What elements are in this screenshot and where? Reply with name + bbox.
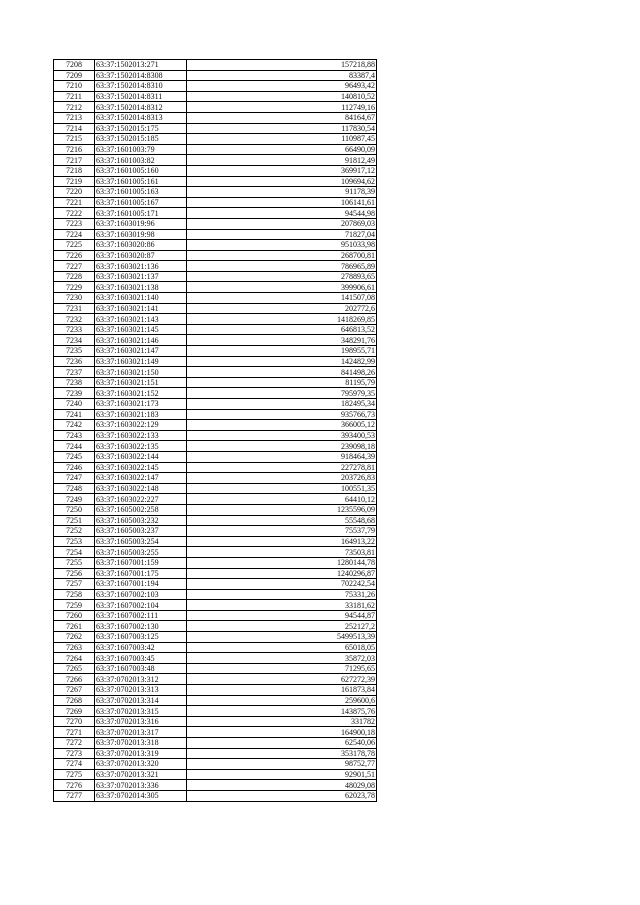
table-row — [54, 748, 377, 759]
table-row — [54, 568, 377, 579]
row-number-cell: 7224 — [54, 229, 95, 240]
cadastral-number-cell: 63:37:1607002:111 — [95, 610, 187, 621]
cadastral-value-cell: 109694,62 — [187, 176, 377, 187]
cadastral-value-cell: 203726,83 — [187, 473, 377, 484]
table-row — [54, 653, 377, 664]
cadastral-number-cell: 63:37:1603021:149 — [95, 356, 187, 367]
row-number-cell: 7231 — [54, 303, 95, 314]
row-number-cell: 7250 — [54, 504, 95, 515]
cadastral-number-cell: 63:37:1605003:237 — [95, 526, 187, 537]
cadastral-value-cell: 143875,76 — [187, 706, 377, 717]
cadastral-number-cell: 63:37:1603021:137 — [95, 271, 187, 282]
cadastral-value-cell: 75537,79 — [187, 526, 377, 537]
row-number-cell: 7214 — [54, 123, 95, 134]
table-row — [54, 579, 377, 590]
cadastral-number-cell: 63:37:1603022:147 — [95, 473, 187, 484]
table-row — [54, 706, 377, 717]
row-number-cell: 7227 — [54, 261, 95, 272]
cadastral-value-cell: 252127,2 — [187, 621, 377, 632]
cadastral-number-cell: 63:37:1607001:159 — [95, 557, 187, 568]
table-row — [54, 102, 377, 113]
table-row — [54, 218, 377, 229]
cadastral-number-cell: 63:37:1502015:175 — [95, 123, 187, 134]
cadastral-value-cell: 369917,12 — [187, 165, 377, 176]
cadastral-value-cell: 182495,34 — [187, 399, 377, 410]
cadastral-number-cell: 63:37:1502014:8310 — [95, 81, 187, 92]
cadastral-value-cell: 100551,35 — [187, 483, 377, 494]
table-row — [54, 303, 377, 314]
table-row — [54, 695, 377, 706]
cadastral-number-cell: 63:37:1603021:152 — [95, 388, 187, 399]
cadastral-number-cell: 63:37:1601005:160 — [95, 165, 187, 176]
row-number-cell: 7228 — [54, 271, 95, 282]
table-row — [54, 780, 377, 791]
table-row — [54, 144, 377, 155]
cadastral-number-cell: 63:37:0702013:312 — [95, 674, 187, 685]
cadastral-number-cell: 63:37:1603021:147 — [95, 346, 187, 357]
cadastral-number-cell: 63:37:1502014:8312 — [95, 102, 187, 113]
row-number-cell: 7220 — [54, 187, 95, 198]
row-number-cell: 7261 — [54, 621, 95, 632]
cadastral-value-cell: 268700,81 — [187, 250, 377, 261]
cadastral-number-cell: 63:37:1605002:258 — [95, 504, 187, 515]
cadastral-value-cell: 92901,51 — [187, 769, 377, 780]
table-row — [54, 70, 377, 81]
row-number-cell: 7230 — [54, 293, 95, 304]
row-number-cell: 7268 — [54, 695, 95, 706]
cadastral-value-cell: 1235596,09 — [187, 504, 377, 515]
table-row — [54, 346, 377, 357]
table-row — [54, 81, 377, 92]
cadastral-value-cell: 1240296,87 — [187, 568, 377, 579]
cadastral-value-cell: 239098,18 — [187, 441, 377, 452]
cadastral-number-cell: 63:37:1603021:146 — [95, 335, 187, 346]
row-number-cell: 7260 — [54, 610, 95, 621]
cadastral-number-cell: 63:37:0702013:321 — [95, 769, 187, 780]
table-row — [54, 377, 377, 388]
row-number-cell: 7209 — [54, 70, 95, 81]
row-number-cell: 7217 — [54, 155, 95, 166]
table-row — [54, 187, 377, 198]
cadastral-number-cell: 63:37:1603022:135 — [95, 441, 187, 452]
cadastral-value-cell: 71295,65 — [187, 663, 377, 674]
row-number-cell: 7262 — [54, 632, 95, 643]
cadastral-number-cell: 63:37:1603019:98 — [95, 229, 187, 240]
cadastral-number-cell: 63:37:1502014:8313 — [95, 112, 187, 123]
row-number-cell: 7275 — [54, 769, 95, 780]
row-number-cell: 7232 — [54, 314, 95, 325]
cadastral-value-cell: 259600,6 — [187, 695, 377, 706]
cadastral-number-cell: 63:37:1603022:144 — [95, 451, 187, 462]
cadastral-number-cell: 63:37:0702013:313 — [95, 685, 187, 696]
cadastral-value-cell: 73503,81 — [187, 547, 377, 558]
cadastral-value-cell: 112749,16 — [187, 102, 377, 113]
cadastral-value-cell: 142482,99 — [187, 356, 377, 367]
cadastral-number-cell: 63:37:1601005:171 — [95, 208, 187, 219]
row-number-cell: 7221 — [54, 197, 95, 208]
cadastral-value-cell: 110987,45 — [187, 134, 377, 145]
row-number-cell: 7253 — [54, 536, 95, 547]
cadastral-value-cell: 71827,04 — [187, 229, 377, 240]
table-row — [54, 282, 377, 293]
cadastral-number-cell: 63:37:1603020:87 — [95, 250, 187, 261]
table-row — [54, 674, 377, 685]
row-number-cell: 7247 — [54, 473, 95, 484]
cadastral-number-cell: 63:37:0702013:317 — [95, 727, 187, 738]
cadastral-number-cell: 63:37:1601005:163 — [95, 187, 187, 198]
row-number-cell: 7256 — [54, 568, 95, 579]
row-number-cell: 7219 — [54, 176, 95, 187]
table-row — [54, 229, 377, 240]
cadastral-value-cell: 94544,87 — [187, 610, 377, 621]
cadastral-number-cell: 63:37:1601003:79 — [95, 144, 187, 155]
row-number-cell: 7213 — [54, 112, 95, 123]
cadastral-number-cell: 63:37:0702013:315 — [95, 706, 187, 717]
cadastral-value-cell: 198955,71 — [187, 346, 377, 357]
cadastral-value-cell: 117830,54 — [187, 123, 377, 134]
row-number-cell: 7242 — [54, 420, 95, 431]
cadastral-number-cell: 63:37:1607002:130 — [95, 621, 187, 632]
cadastral-number-cell: 63:37:1607003:125 — [95, 632, 187, 643]
table-row — [54, 420, 377, 431]
table-row — [54, 430, 377, 441]
cadastral-value-cell: 5499513,39 — [187, 632, 377, 643]
cadastral-number-cell: 63:37:1603021:138 — [95, 282, 187, 293]
row-number-cell: 7274 — [54, 759, 95, 770]
cadastral-number-cell: 63:37:1607002:104 — [95, 600, 187, 611]
table-row — [54, 727, 377, 738]
table-row — [54, 388, 377, 399]
table-row — [54, 250, 377, 261]
row-number-cell: 7270 — [54, 716, 95, 727]
table-row — [54, 515, 377, 526]
cadastral-number-cell: 63:37:1502015:185 — [95, 134, 187, 145]
row-number-cell: 7237 — [54, 367, 95, 378]
cadastral-number-cell: 63:37:0702013:320 — [95, 759, 187, 770]
row-number-cell: 7258 — [54, 589, 95, 600]
cadastral-value-cell: 202772,6 — [187, 303, 377, 314]
table-row — [54, 451, 377, 462]
row-number-cell: 7223 — [54, 218, 95, 229]
cadastral-value-cell: 62540,06 — [187, 738, 377, 749]
table-row — [54, 335, 377, 346]
cadastral-value-cell: 66490,09 — [187, 144, 377, 155]
cadastral-value-cell: 795979,35 — [187, 388, 377, 399]
row-number-cell: 7248 — [54, 483, 95, 494]
row-number-cell: 7241 — [54, 409, 95, 420]
row-number-cell: 7272 — [54, 738, 95, 749]
table-row — [54, 356, 377, 367]
cadastral-value-cell: 646813,52 — [187, 324, 377, 335]
cadastral-number-cell: 63:37:1603019:96 — [95, 218, 187, 229]
row-number-cell: 7273 — [54, 748, 95, 759]
table-row — [54, 293, 377, 304]
cadastral-value-cell: 62023,78 — [187, 790, 377, 801]
cadastral-value-cell: 81195,79 — [187, 377, 377, 388]
cadastral-value-cell: 84164,67 — [187, 112, 377, 123]
cadastral-number-cell: 63:37:1601005:161 — [95, 176, 187, 187]
row-number-cell: 7238 — [54, 377, 95, 388]
table-row — [54, 462, 377, 473]
cadastral-value-cell: 98752,77 — [187, 759, 377, 770]
table-row — [54, 547, 377, 558]
row-number-cell: 7218 — [54, 165, 95, 176]
cadastral-number-cell: 63:37:0702013:316 — [95, 716, 187, 727]
cadastral-number-cell: 63:37:1603022:145 — [95, 462, 187, 473]
table-row — [54, 165, 377, 176]
table-row — [54, 271, 377, 282]
table-row — [54, 759, 377, 770]
table-row — [54, 123, 377, 134]
table-row — [54, 176, 377, 187]
cadastral-value-cell: 627272,39 — [187, 674, 377, 685]
row-number-cell: 7255 — [54, 557, 95, 568]
table-row — [54, 716, 377, 727]
cadastral-number-cell: 63:37:1502013:271 — [95, 60, 187, 71]
cadastral-number-cell: 63:37:1601005:167 — [95, 197, 187, 208]
row-number-cell: 7229 — [54, 282, 95, 293]
row-number-cell: 7245 — [54, 451, 95, 462]
table-row — [54, 409, 377, 420]
cadastral-value-cell: 64410,12 — [187, 494, 377, 505]
cadastral-value-cell: 227278,81 — [187, 462, 377, 473]
row-number-cell: 7259 — [54, 600, 95, 611]
cadastral-value-cell: 366005,12 — [187, 420, 377, 431]
cadastral-value-cell: 48029,08 — [187, 780, 377, 791]
cadastral-number-cell: 63:37:0702014:305 — [95, 790, 187, 801]
table-row — [54, 60, 377, 71]
cadastral-number-cell: 63:37:0702013:318 — [95, 738, 187, 749]
cadastral-number-cell: 63:37:1603020:86 — [95, 240, 187, 251]
table-row — [54, 600, 377, 611]
cadastral-number-cell: 63:37:1603021:136 — [95, 261, 187, 272]
cadastral-number-cell: 63:37:1603022:133 — [95, 430, 187, 441]
table-row — [54, 642, 377, 653]
row-number-cell: 7266 — [54, 674, 95, 685]
table-row — [54, 483, 377, 494]
table-row — [54, 314, 377, 325]
cadastral-number-cell: 63:37:1603021:140 — [95, 293, 187, 304]
row-number-cell: 7216 — [54, 144, 95, 155]
row-number-cell: 7265 — [54, 663, 95, 674]
row-number-cell: 7271 — [54, 727, 95, 738]
cadastral-value-table — [53, 59, 377, 802]
row-number-cell: 7263 — [54, 642, 95, 653]
table-row — [54, 557, 377, 568]
row-number-cell: 7208 — [54, 60, 95, 71]
cadastral-value-cell: 35872,03 — [187, 653, 377, 664]
cadastral-number-cell: 63:37:1605003:232 — [95, 515, 187, 526]
cadastral-number-cell: 63:37:1607002:103 — [95, 589, 187, 600]
row-number-cell: 7212 — [54, 102, 95, 113]
table-row — [54, 790, 377, 801]
row-number-cell: 7236 — [54, 356, 95, 367]
cadastral-value-cell: 106141,61 — [187, 197, 377, 208]
cadastral-value-cell: 1280144,78 — [187, 557, 377, 568]
cadastral-value-cell: 393400,53 — [187, 430, 377, 441]
cadastral-value-cell: 841498,26 — [187, 367, 377, 378]
cadastral-number-cell: 63:37:1502014:8311 — [95, 91, 187, 102]
table-row — [54, 155, 377, 166]
row-number-cell: 7233 — [54, 324, 95, 335]
table-row — [54, 261, 377, 272]
cadastral-number-cell: 63:37:1603021:150 — [95, 367, 187, 378]
cadastral-value-cell: 331782 — [187, 716, 377, 727]
table-row — [54, 589, 377, 600]
row-number-cell: 7222 — [54, 208, 95, 219]
cadastral-number-cell: 63:37:1603021:173 — [95, 399, 187, 410]
row-number-cell: 7215 — [54, 134, 95, 145]
table-row — [54, 473, 377, 484]
row-number-cell: 7243 — [54, 430, 95, 441]
cadastral-number-cell: 63:37:1603022:129 — [95, 420, 187, 431]
row-number-cell: 7257 — [54, 579, 95, 590]
row-number-cell: 7244 — [54, 441, 95, 452]
cadastral-value-cell: 278893,65 — [187, 271, 377, 282]
table-row — [54, 632, 377, 643]
cadastral-value-cell: 94544,98 — [187, 208, 377, 219]
table-row — [54, 91, 377, 102]
cadastral-number-cell: 63:37:1607003:42 — [95, 642, 187, 653]
cadastral-number-cell: 63:37:1605003:254 — [95, 536, 187, 547]
cadastral-value-cell: 161873,84 — [187, 685, 377, 696]
row-number-cell: 7267 — [54, 685, 95, 696]
cadastral-value-cell: 91178,39 — [187, 187, 377, 198]
cadastral-value-cell: 96493,42 — [187, 81, 377, 92]
cadastral-number-cell: 63:37:1603021:141 — [95, 303, 187, 314]
table-row — [54, 208, 377, 219]
table-row — [54, 324, 377, 335]
table-body — [54, 60, 377, 802]
cadastral-value-cell: 75331,26 — [187, 589, 377, 600]
table-row — [54, 197, 377, 208]
cadastral-number-cell: 63:37:1607001:194 — [95, 579, 187, 590]
cadastral-value-cell: 951033,98 — [187, 240, 377, 251]
cadastral-number-cell: 63:37:1607001:175 — [95, 568, 187, 579]
cadastral-value-cell: 935766,73 — [187, 409, 377, 420]
cadastral-number-cell: 63:37:1603022:227 — [95, 494, 187, 505]
table-row — [54, 685, 377, 696]
cadastral-number-cell: 63:37:1502014:8308 — [95, 70, 187, 81]
cadastral-value-cell: 55548,68 — [187, 515, 377, 526]
cadastral-value-cell: 33181,62 — [187, 600, 377, 611]
cadastral-value-cell: 918464,39 — [187, 451, 377, 462]
row-number-cell: 7269 — [54, 706, 95, 717]
table-row — [54, 240, 377, 251]
row-number-cell: 7240 — [54, 399, 95, 410]
row-number-cell: 7239 — [54, 388, 95, 399]
row-number-cell: 7225 — [54, 240, 95, 251]
cadastral-value-cell: 91812,49 — [187, 155, 377, 166]
cadastral-value-cell: 786965,89 — [187, 261, 377, 272]
table-row — [54, 494, 377, 505]
cadastral-value-cell: 207869,03 — [187, 218, 377, 229]
cadastral-value-cell: 1418269,85 — [187, 314, 377, 325]
cadastral-number-cell: 63:37:1607003:45 — [95, 653, 187, 664]
table-row — [54, 367, 377, 378]
table-row — [54, 526, 377, 537]
cadastral-number-cell: 63:37:0702013:319 — [95, 748, 187, 759]
cadastral-value-cell: 83387,4 — [187, 70, 377, 81]
cadastral-number-cell: 63:37:1605003:255 — [95, 547, 187, 558]
table-row — [54, 399, 377, 410]
cadastral-value-cell: 164913,22 — [187, 536, 377, 547]
cadastral-value-cell: 157218,88 — [187, 60, 377, 71]
table-row — [54, 504, 377, 515]
cadastral-value-cell: 702242,54 — [187, 579, 377, 590]
cadastral-value-cell: 353178,78 — [187, 748, 377, 759]
table-row — [54, 441, 377, 452]
row-number-cell: 7276 — [54, 780, 95, 791]
table-row — [54, 769, 377, 780]
table-row — [54, 112, 377, 123]
row-number-cell: 7235 — [54, 346, 95, 357]
cadastral-number-cell: 63:37:1603021:145 — [95, 324, 187, 335]
row-number-cell: 7246 — [54, 462, 95, 473]
row-number-cell: 7234 — [54, 335, 95, 346]
cadastral-value-cell: 348291,76 — [187, 335, 377, 346]
row-number-cell: 7277 — [54, 790, 95, 801]
row-number-cell: 7211 — [54, 91, 95, 102]
cadastral-number-cell: 63:37:1603021:183 — [95, 409, 187, 420]
row-number-cell: 7264 — [54, 653, 95, 664]
row-number-cell: 7251 — [54, 515, 95, 526]
row-number-cell: 7249 — [54, 494, 95, 505]
cadastral-number-cell: 63:37:1603022:148 — [95, 483, 187, 494]
cadastral-number-cell: 63:37:0702013:314 — [95, 695, 187, 706]
cadastral-value-cell: 399906,61 — [187, 282, 377, 293]
table-row — [54, 663, 377, 674]
table-row — [54, 134, 377, 145]
cadastral-number-cell: 63:37:1607003:48 — [95, 663, 187, 674]
cadastral-number-cell: 63:37:0702013:336 — [95, 780, 187, 791]
cadastral-number-cell: 63:37:1603021:151 — [95, 377, 187, 388]
cadastral-value-cell: 65018,05 — [187, 642, 377, 653]
cadastral-value-cell: 141507,08 — [187, 293, 377, 304]
cadastral-number-cell: 63:37:1603021:143 — [95, 314, 187, 325]
table-row — [54, 738, 377, 749]
row-number-cell: 7226 — [54, 250, 95, 261]
table-row — [54, 621, 377, 632]
row-number-cell: 7252 — [54, 526, 95, 537]
table-row — [54, 610, 377, 621]
cadastral-number-cell: 63:37:1601003:82 — [95, 155, 187, 166]
cadastral-value-cell: 164900,18 — [187, 727, 377, 738]
row-number-cell: 7210 — [54, 81, 95, 92]
row-number-cell: 7254 — [54, 547, 95, 558]
cadastral-value-cell: 140810,52 — [187, 91, 377, 102]
table-row — [54, 536, 377, 547]
